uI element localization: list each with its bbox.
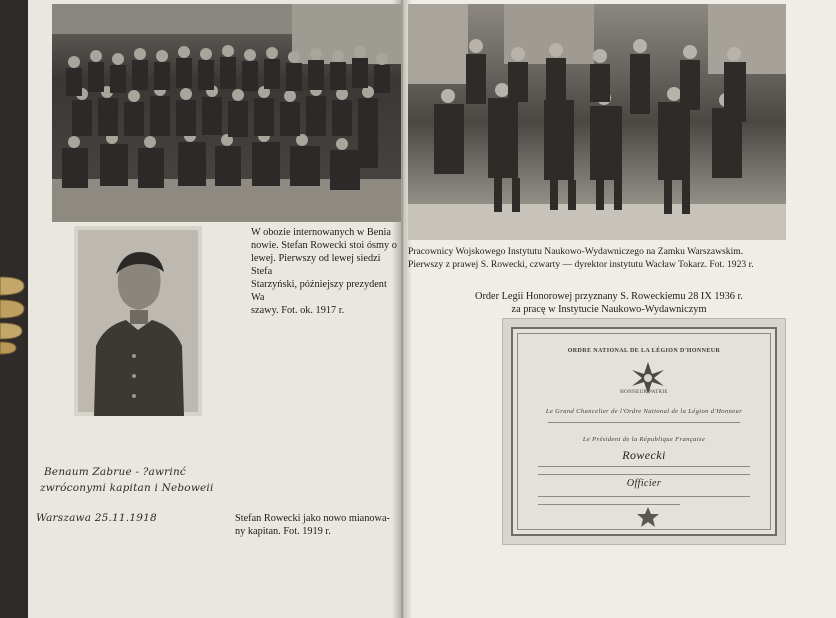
diploma-title: ORDRE NATIONAL DE LA LÉGION D'HONNEUR <box>567 348 721 354</box>
handwritten-note-line-3: Warszawa 25.11.1918 <box>36 512 157 524</box>
institute-staff-photo <box>408 4 786 240</box>
portrait-photo <box>74 226 202 416</box>
diploma-recipient-name: Rowecki <box>622 448 666 462</box>
handwritten-note-line-1: Benaum Zabrue - ?awrinć <box>44 466 187 478</box>
binder-rings <box>0 0 30 618</box>
caption-institute-staff: Pracownicy Wojskowego Instytutu Naukowo-Wydawniczego na Zamku Warszawskim. Pierwszy z prawej S. Rowecki, czwarty — dyrektor instytutu Wacław Tokarz. Fot. 1923 r. <box>408 246 754 270</box>
handwritten-note-line-2: zwróconymi kapitan i Neboweii <box>40 482 214 494</box>
diploma-emblem-icon <box>636 506 660 528</box>
caption-internment-camp: W obozie internowanych w Benia nowie. Stefan Rowecki stoi ósmy o lewej. Pierwszy od lewej siedzi Stefa Starzyński, późniejszy prezydent Wa szawy. Fot. ok. 1917 r. <box>251 227 397 316</box>
caption-legion-honor: Order Legii Honorowej przyznany S. Roweckiemu 28 IX 1936 r. za pracę w Instytucie Naukowo-Wydawniczym <box>475 291 743 315</box>
legion-honor-diploma <box>502 318 786 545</box>
ring-4 <box>0 342 16 354</box>
caption-portrait: Stefan Rowecki jako nowo mianowa- ny kapitan. Fot. 1919 r. <box>235 513 390 537</box>
diploma-rank: Officier <box>626 478 662 489</box>
camp-group-photo <box>52 4 401 222</box>
diploma-motto: HONNEUR PATRIE <box>620 390 668 395</box>
diploma-line-president: Le Président de la République Française <box>582 436 706 443</box>
diploma-line-chancellor: Le Grand Chancelier de l'Ordre National de la Légion d'Honneur <box>545 408 743 415</box>
